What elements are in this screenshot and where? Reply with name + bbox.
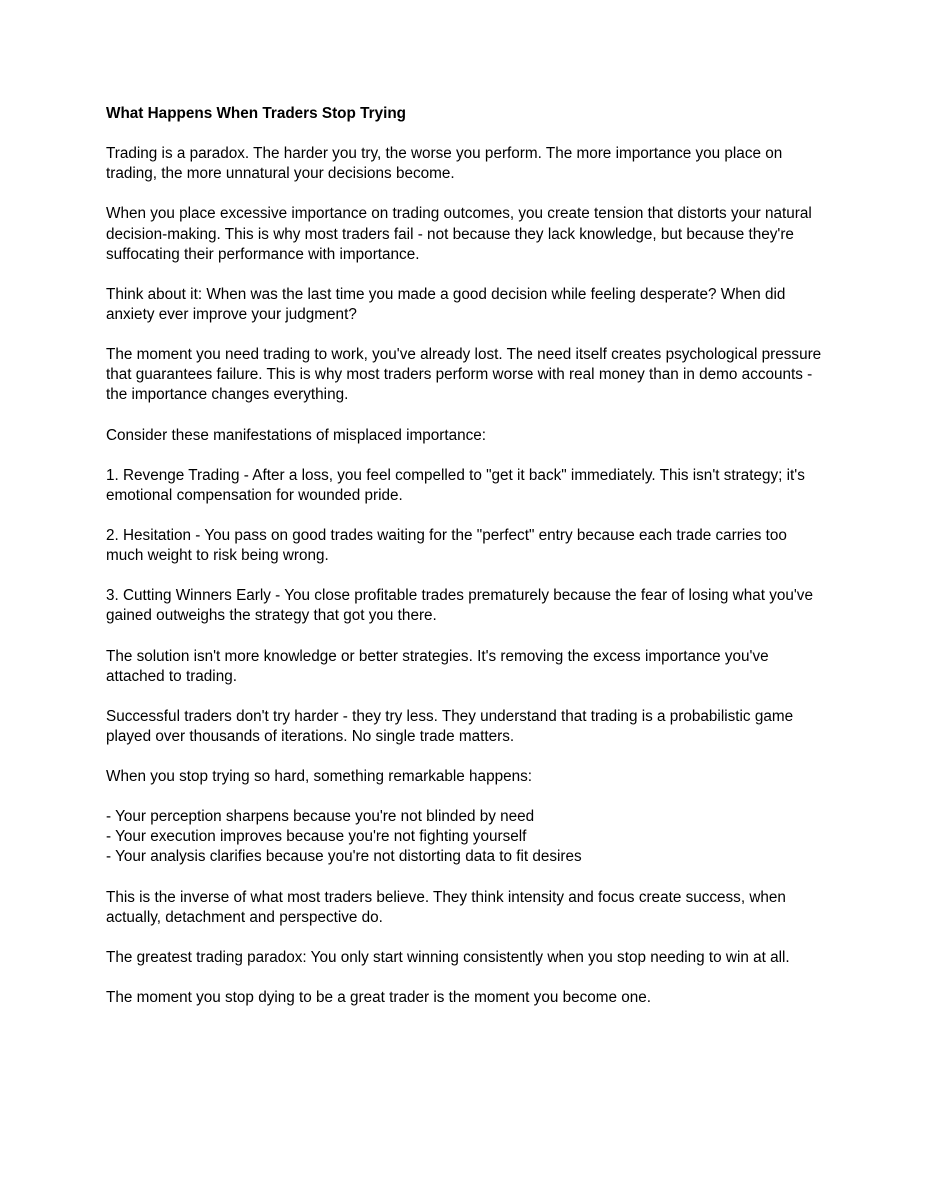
paragraph-inverse: This is the inverse of what most traders believe. They think intensity and focus create success, when actually, detachment and perspective do. xyxy=(106,888,786,926)
paragraph-manifestations: Consider these manifestations of misplaced importance: xyxy=(106,426,487,444)
bullet-perception: - Your perception sharpens because you're not blinded by need xyxy=(106,808,535,826)
paragraph-importance: When you place excessive importance on trading outcomes, you create tension that distorts your natural decision-making. This is why most traders fail - not because they lack knowledge, but because they're suffocating their performance with importance. xyxy=(106,205,812,263)
list-item-revenge-trading: 1. Revenge Trading - After a loss, you feel compelled to "get it back" immediately. This isn't strategy; it's emotional compensation for wounded pride. xyxy=(106,466,805,504)
paragraph-intro: Trading is a paradox. The harder you try, the worse you perform. The more importance you place on trading, the more unnatural your decisions become. xyxy=(106,145,783,183)
paragraph-conclusion: The moment you stop dying to be a great trader is the moment you become one. xyxy=(106,989,652,1007)
paragraph-solution: The solution isn't more knowledge or better strategies. It's removing the excess importance you've attached to trading. xyxy=(106,647,769,685)
bullet-execution: - Your execution improves because you're not fighting yourself xyxy=(106,828,527,846)
document-page xyxy=(106,104,826,1028)
paragraph-paradox: The greatest trading paradox: You only start winning consistently when you stop needing to win at all. xyxy=(106,948,790,966)
list-item-cutting-winners: 3. Cutting Winners Early - You close profitable trades prematurely because the fear of losing what you've gained outweighs the strategy that got you there. xyxy=(106,587,813,625)
document-title: What Happens When Traders Stop Trying xyxy=(106,105,407,122)
paragraph-need: The moment you need trading to work, you've already lost. The need itself creates psychological pressure that guarantees failure. This is why most traders perform worse with real money than in demo accounts - the importance changes everything. xyxy=(106,346,822,404)
bullet-analysis: - Your analysis clarifies because you're not distorting data to fit desires xyxy=(106,848,582,866)
paragraph-successful-traders: Successful traders don't try harder - they try less. They understand that trading is a probabilistic game played over thousands of iterations. No single trade matters. xyxy=(106,707,794,745)
list-item-hesitation: 2. Hesitation - You pass on good trades waiting for the "perfect" entry because each trade carries too much weight to risk being wrong. xyxy=(106,526,787,565)
paragraph-think: Think about it: When was the last time you made a good decision while feeling desperate? When did anxiety ever improve your judgment? xyxy=(106,285,786,323)
paragraph-stop-trying: When you stop trying so hard, something remarkable happens: xyxy=(106,768,532,786)
bullet-list xyxy=(106,807,826,867)
